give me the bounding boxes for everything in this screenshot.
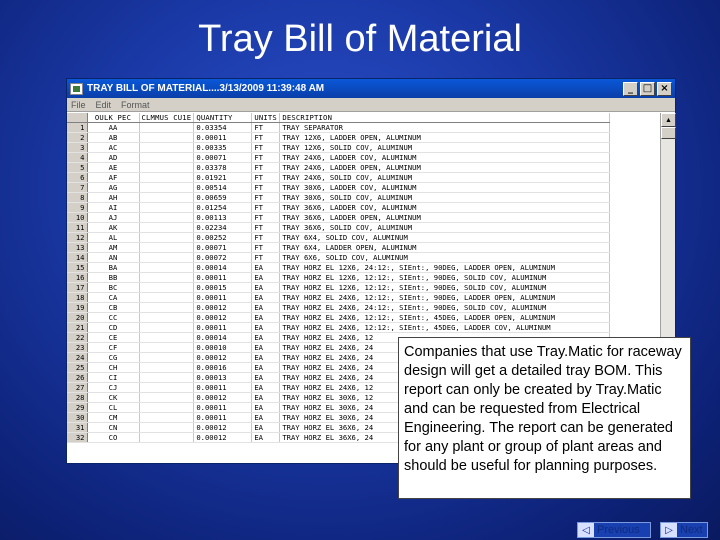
slide-title: Tray Bill of Material bbox=[198, 18, 522, 60]
cell-units[interactable]: FT bbox=[252, 143, 280, 153]
cell-units[interactable]: FT bbox=[252, 203, 280, 213]
cell-units[interactable]: EA bbox=[252, 373, 280, 383]
cell-common-code[interactable] bbox=[139, 263, 194, 273]
cell-quantity[interactable]: 0.00011 bbox=[194, 413, 252, 423]
cell-common-code[interactable] bbox=[139, 193, 194, 203]
cell-description[interactable]: TRAY HORZ EL 24X6, 24 bbox=[280, 343, 610, 353]
cell-units[interactable]: FT bbox=[252, 173, 280, 183]
cell-code[interactable]: CJ bbox=[87, 383, 139, 393]
cell-code[interactable]: AF bbox=[87, 173, 139, 183]
cell-quantity[interactable]: 0.03354 bbox=[194, 123, 252, 133]
cell-code[interactable]: CG bbox=[87, 353, 139, 363]
next-label: Next bbox=[680, 524, 703, 536]
cell-code[interactable]: CO bbox=[87, 433, 139, 443]
cell-quantity[interactable]: 0.00335 bbox=[194, 143, 252, 153]
cell-common-code[interactable] bbox=[139, 433, 194, 443]
cell-quantity[interactable]: 0.00659 bbox=[194, 193, 252, 203]
cell-units[interactable]: FT bbox=[252, 163, 280, 173]
cell-units[interactable]: EA bbox=[252, 323, 280, 333]
cell-description[interactable]: TRAY HORZ EL 24X6, 12:12:, SIEnt:, 45DEG, LADDER COV, ALUMINUM bbox=[280, 323, 610, 333]
cell-quantity[interactable]: 0.00012 bbox=[194, 303, 252, 313]
cell-units[interactable]: EA bbox=[252, 273, 280, 283]
table-row[interactable] bbox=[67, 123, 610, 133]
row-number[interactable]: 27 bbox=[67, 383, 87, 393]
cell-description[interactable]: TRAY HORZ EL 24X6, 12 bbox=[280, 383, 610, 393]
scroll-thumb[interactable] bbox=[661, 127, 676, 139]
cell-code[interactable]: CF bbox=[87, 343, 139, 353]
column-header[interactable]: UNITS bbox=[252, 113, 280, 123]
cell-common-code[interactable] bbox=[139, 423, 194, 433]
cell-description[interactable]: TRAY 24X6, LADDER OPEN, ALUMINUM bbox=[280, 163, 610, 173]
cell-common-code[interactable] bbox=[139, 233, 194, 243]
cell-units[interactable]: EA bbox=[252, 283, 280, 293]
cell-description[interactable]: TRAY HORZ EL 30X6, 24 bbox=[280, 413, 610, 423]
previous-label: Previous bbox=[597, 524, 640, 536]
cell-code[interactable]: CL bbox=[87, 403, 139, 413]
cell-description[interactable]: TRAY HORZ EL 24X6, 24 bbox=[280, 363, 610, 373]
cell-description[interactable]: TRAY 6X6, SOLID COV, ALUMINUM bbox=[280, 253, 610, 263]
cell-quantity[interactable]: 0.03378 bbox=[194, 163, 252, 173]
cell-common-code[interactable] bbox=[139, 243, 194, 253]
cell-quantity[interactable]: 0.00113 bbox=[194, 213, 252, 223]
cell-code[interactable]: AM bbox=[87, 243, 139, 253]
cell-code[interactable]: AL bbox=[87, 233, 139, 243]
cell-common-code[interactable] bbox=[139, 213, 194, 223]
cell-quantity[interactable]: 0.00012 bbox=[194, 353, 252, 363]
description-callout: Companies that use Tray.Matic for raceway design will get a detailed tray BOM. This report can only be created by Tray.Matic and can be requested from Electrical Engineering. The report can be generated for any plant or group of plant areas and should be useful for planning purposes. bbox=[398, 337, 691, 499]
row-number[interactable]: 5 bbox=[67, 163, 87, 173]
cell-quantity[interactable]: 0.00514 bbox=[194, 183, 252, 193]
app-icon bbox=[70, 83, 83, 95]
cell-common-code[interactable] bbox=[139, 123, 194, 133]
cell-code[interactable]: CK bbox=[87, 393, 139, 403]
previous-arrow-icon: ◁ bbox=[578, 523, 594, 537]
cell-common-code[interactable] bbox=[139, 273, 194, 283]
cell-code[interactable]: AK bbox=[87, 223, 139, 233]
next-button[interactable] bbox=[660, 522, 708, 538]
row-number[interactable]: 6 bbox=[67, 173, 87, 183]
table-row[interactable] bbox=[67, 263, 610, 273]
cell-code[interactable]: AA bbox=[87, 123, 139, 133]
cell-quantity[interactable]: 0.00012 bbox=[194, 313, 252, 323]
row-number[interactable]: 25 bbox=[67, 363, 87, 373]
row-number[interactable]: 9 bbox=[67, 203, 87, 213]
column-header[interactable]: CLMMUS CU1E bbox=[139, 113, 194, 123]
cell-description[interactable]: TRAY HORZ EL 24X6, 24 bbox=[280, 353, 610, 363]
cell-common-code[interactable] bbox=[139, 313, 194, 323]
cell-quantity[interactable]: 0.00011 bbox=[194, 383, 252, 393]
cell-common-code[interactable] bbox=[139, 143, 194, 153]
cell-units[interactable]: FT bbox=[252, 213, 280, 223]
cell-description[interactable]: TRAY HORZ EL 24X6, 12:12:, SIEnt:, 45DEG, LADDER OPEN, ALUMINUM bbox=[280, 313, 610, 323]
cell-units[interactable]: EA bbox=[252, 413, 280, 423]
row-number[interactable]: 23 bbox=[67, 343, 87, 353]
cell-description[interactable]: TRAY 36X6, LADDER COV, ALUMINUM bbox=[280, 203, 610, 213]
cell-quantity[interactable]: 0.00252 bbox=[194, 233, 252, 243]
menu-format[interactable]: Format bbox=[121, 99, 150, 110]
cell-code[interactable]: AN bbox=[87, 253, 139, 263]
table-row[interactable] bbox=[67, 203, 610, 213]
cell-code[interactable]: CM bbox=[87, 413, 139, 423]
row-number[interactable]: 15 bbox=[67, 263, 87, 273]
cell-units[interactable]: FT bbox=[252, 153, 280, 163]
row-number[interactable]: 17 bbox=[67, 283, 87, 293]
cell-units[interactable]: FT bbox=[252, 123, 280, 133]
cell-common-code[interactable] bbox=[139, 133, 194, 143]
cell-units[interactable]: EA bbox=[252, 313, 280, 323]
cell-code[interactable]: AJ bbox=[87, 213, 139, 223]
table-row[interactable] bbox=[67, 153, 610, 163]
minimize-button[interactable]: _ bbox=[623, 82, 638, 96]
cell-quantity[interactable]: 0.01921 bbox=[194, 173, 252, 183]
row-number[interactable]: 13 bbox=[67, 243, 87, 253]
menubar bbox=[67, 98, 675, 112]
cell-quantity[interactable]: 0.00011 bbox=[194, 323, 252, 333]
cell-common-code[interactable] bbox=[139, 403, 194, 413]
menu-edit[interactable]: Edit bbox=[95, 99, 112, 110]
header-row bbox=[67, 113, 610, 123]
cell-description[interactable]: TRAY HORZ EL 24X6, 24 bbox=[280, 373, 610, 383]
table-row[interactable] bbox=[67, 193, 610, 203]
cell-quantity[interactable]: 0.00016 bbox=[194, 363, 252, 373]
row-number[interactable]: 30 bbox=[67, 413, 87, 423]
menu-file[interactable]: File bbox=[71, 99, 86, 110]
cell-units[interactable]: EA bbox=[252, 303, 280, 313]
table-row[interactable] bbox=[67, 143, 610, 153]
row-number[interactable]: 14 bbox=[67, 253, 87, 263]
cell-description[interactable]: TRAY HORZ EL 36X6, 24 bbox=[280, 423, 610, 433]
cell-description[interactable]: TRAY HORZ EL 36X6, 24 bbox=[280, 433, 610, 443]
cell-code[interactable]: AH bbox=[87, 193, 139, 203]
cell-description[interactable]: TRAY SEPARATOR bbox=[280, 123, 610, 133]
cell-code[interactable]: AD bbox=[87, 153, 139, 163]
row-number[interactable]: 12 bbox=[67, 233, 87, 243]
cell-quantity[interactable]: 0.00011 bbox=[194, 133, 252, 143]
cell-quantity[interactable]: 0.00014 bbox=[194, 263, 252, 273]
cell-common-code[interactable] bbox=[139, 363, 194, 373]
cell-units[interactable]: EA bbox=[252, 403, 280, 413]
cell-description[interactable]: TRAY 6X4, SOLID COV, ALUMINUM bbox=[280, 233, 610, 243]
cell-description[interactable]: TRAY 6X4, LADDER OPEN, ALUMINUM bbox=[280, 243, 610, 253]
cell-units[interactable]: EA bbox=[252, 393, 280, 403]
table-row[interactable] bbox=[67, 283, 610, 293]
row-number[interactable]: 2 bbox=[67, 133, 87, 143]
row-number[interactable]: 1 bbox=[67, 123, 87, 133]
table-row[interactable] bbox=[67, 233, 610, 243]
cell-units[interactable]: EA bbox=[252, 423, 280, 433]
cell-code[interactable]: CD bbox=[87, 323, 139, 333]
cell-common-code[interactable] bbox=[139, 183, 194, 193]
close-button[interactable]: × bbox=[657, 82, 672, 96]
cell-common-code[interactable] bbox=[139, 393, 194, 403]
cell-quantity[interactable]: 0.00071 bbox=[194, 153, 252, 163]
cell-description[interactable]: TRAY 30X6, LADDER COV, ALUMINUM bbox=[280, 183, 610, 193]
row-number[interactable]: 3 bbox=[67, 143, 87, 153]
cell-code[interactable]: CH bbox=[87, 363, 139, 373]
table-row[interactable] bbox=[67, 293, 610, 303]
cell-code[interactable]: CI bbox=[87, 373, 139, 383]
table-row[interactable] bbox=[67, 133, 610, 143]
cell-code[interactable]: AC bbox=[87, 143, 139, 153]
cell-code[interactable]: AG bbox=[87, 183, 139, 193]
cell-common-code[interactable] bbox=[139, 203, 194, 213]
table-row[interactable] bbox=[67, 243, 610, 253]
cell-common-code[interactable] bbox=[139, 173, 194, 183]
table-row[interactable] bbox=[67, 173, 610, 183]
cell-code[interactable]: AI bbox=[87, 203, 139, 213]
row-number[interactable]: 20 bbox=[67, 313, 87, 323]
row-number[interactable]: 11 bbox=[67, 223, 87, 233]
cell-units[interactable]: EA bbox=[252, 353, 280, 363]
cell-quantity[interactable]: 0.00011 bbox=[194, 273, 252, 283]
cell-description[interactable]: TRAY 12X6, LADDER OPEN, ALUMINUM bbox=[280, 133, 610, 143]
table-row[interactable] bbox=[67, 313, 610, 323]
cell-quantity[interactable]: 0.00012 bbox=[194, 423, 252, 433]
row-number[interactable]: 32 bbox=[67, 433, 87, 443]
column-header[interactable]: QUANTITY bbox=[194, 113, 252, 123]
cell-units[interactable]: EA bbox=[252, 293, 280, 303]
row-number[interactable]: 24 bbox=[67, 353, 87, 363]
cell-description[interactable]: TRAY HORZ EL 24X6, 24:12:, SIEnt:, 90DEG, SOLID COV, ALUMINUM bbox=[280, 303, 610, 313]
table-row[interactable] bbox=[67, 253, 610, 263]
cell-units[interactable]: FT bbox=[252, 133, 280, 143]
cell-description[interactable]: TRAY 24X6, LADDER COV, ALUMINUM bbox=[280, 153, 610, 163]
cell-description[interactable]: TRAY HORZ EL 30X6, 24 bbox=[280, 403, 610, 413]
row-number[interactable]: 16 bbox=[67, 273, 87, 283]
window-title: TRAY BILL OF MATERIAL....3/13/2009 11:39:48 AM bbox=[87, 83, 325, 94]
cell-common-code[interactable] bbox=[139, 343, 194, 353]
cell-common-code[interactable] bbox=[139, 383, 194, 393]
cell-code[interactable]: AE bbox=[87, 163, 139, 173]
cell-units[interactable]: FT bbox=[252, 243, 280, 253]
row-number[interactable]: 4 bbox=[67, 153, 87, 163]
table-row[interactable] bbox=[67, 273, 610, 283]
cell-description[interactable]: TRAY HORZ EL 12X6, 12:12:, SIEnt:, 90DEG, SOLID COV, ALUMINUM bbox=[280, 283, 610, 293]
table-row[interactable] bbox=[67, 223, 610, 233]
cell-quantity[interactable]: 0.00012 bbox=[194, 433, 252, 443]
cell-quantity[interactable]: 0.02234 bbox=[194, 223, 252, 233]
corner-cell[interactable] bbox=[67, 113, 87, 123]
cell-units[interactable]: EA bbox=[252, 363, 280, 373]
column-header[interactable]: OULK PEC bbox=[87, 113, 139, 123]
cell-common-code[interactable] bbox=[139, 303, 194, 313]
cell-quantity[interactable]: 0.00010 bbox=[194, 343, 252, 353]
row-number[interactable]: 18 bbox=[67, 293, 87, 303]
row-number[interactable]: 31 bbox=[67, 423, 87, 433]
table-row[interactable] bbox=[67, 323, 610, 333]
cell-quantity[interactable]: 0.00011 bbox=[194, 403, 252, 413]
cell-description[interactable]: TRAY HORZ EL 24X6, 12:12:, SIEnt:, 90DEG, LADDER OPEN, ALUMINUM bbox=[280, 293, 610, 303]
cell-common-code[interactable] bbox=[139, 283, 194, 293]
column-header[interactable]: DESCRIPTION bbox=[280, 113, 610, 123]
row-number[interactable]: 29 bbox=[67, 403, 87, 413]
cell-code[interactable]: BC bbox=[87, 283, 139, 293]
cell-description[interactable]: TRAY HORZ EL 24X6, 12 bbox=[280, 333, 610, 343]
table-row[interactable] bbox=[67, 303, 610, 313]
cell-code[interactable]: CE bbox=[87, 333, 139, 343]
scroll-up-icon[interactable]: ▲ bbox=[661, 113, 676, 127]
cell-units[interactable]: EA bbox=[252, 343, 280, 353]
row-number[interactable]: 28 bbox=[67, 393, 87, 403]
row-number[interactable]: 19 bbox=[67, 303, 87, 313]
cell-quantity[interactable]: 0.00015 bbox=[194, 283, 252, 293]
cell-common-code[interactable] bbox=[139, 253, 194, 263]
cell-code[interactable]: CA bbox=[87, 293, 139, 303]
cell-units[interactable]: FT bbox=[252, 253, 280, 263]
cell-description[interactable]: TRAY HORZ EL 30X6, 12 bbox=[280, 393, 610, 403]
maximize-button[interactable]: □ bbox=[640, 82, 655, 96]
cell-quantity[interactable]: 0.00071 bbox=[194, 243, 252, 253]
cell-description[interactable]: TRAY HORZ EL 12X6, 12:12:, SIEnt:, 90DEG, SOLID COV, ALUMINUM bbox=[280, 273, 610, 283]
cell-code[interactable]: CC bbox=[87, 313, 139, 323]
cell-units[interactable]: FT bbox=[252, 193, 280, 203]
cell-common-code[interactable] bbox=[139, 333, 194, 343]
cell-common-code[interactable] bbox=[139, 413, 194, 423]
cell-code[interactable]: BB bbox=[87, 273, 139, 283]
cell-quantity[interactable]: 0.00011 bbox=[194, 293, 252, 303]
previous-button[interactable] bbox=[577, 522, 651, 538]
row-number[interactable]: 26 bbox=[67, 373, 87, 383]
cell-common-code[interactable] bbox=[139, 353, 194, 363]
table-row[interactable] bbox=[67, 163, 610, 173]
cell-quantity[interactable]: 0.00072 bbox=[194, 253, 252, 263]
row-number[interactable]: 10 bbox=[67, 213, 87, 223]
cell-units[interactable]: EA bbox=[252, 433, 280, 443]
cell-description[interactable]: TRAY 30X6, SOLID COV, ALUMINUM bbox=[280, 193, 610, 203]
cell-quantity[interactable]: 0.01254 bbox=[194, 203, 252, 213]
cell-code[interactable]: AB bbox=[87, 133, 139, 143]
cell-common-code[interactable] bbox=[139, 223, 194, 233]
cell-units[interactable]: EA bbox=[252, 263, 280, 273]
cell-description[interactable]: TRAY 36X6, LADDER OPEN, ALUMINUM bbox=[280, 213, 610, 223]
cell-units[interactable]: FT bbox=[252, 183, 280, 193]
cell-common-code[interactable] bbox=[139, 163, 194, 173]
cell-description[interactable]: TRAY 24X6, SOLID COV, ALUMINUM bbox=[280, 173, 610, 183]
next-arrow-icon: ▷ bbox=[661, 523, 677, 537]
cell-units[interactable]: EA bbox=[252, 383, 280, 393]
cell-units[interactable]: FT bbox=[252, 233, 280, 243]
row-number[interactable]: 22 bbox=[67, 333, 87, 343]
cell-common-code[interactable] bbox=[139, 153, 194, 163]
cell-units[interactable]: EA bbox=[252, 333, 280, 343]
cell-quantity[interactable]: 0.00013 bbox=[194, 373, 252, 383]
row-number[interactable]: 7 bbox=[67, 183, 87, 193]
cell-units[interactable]: FT bbox=[252, 223, 280, 233]
cell-common-code[interactable] bbox=[139, 293, 194, 303]
cell-description[interactable]: TRAY 36X6, SOLID COV, ALUMINUM bbox=[280, 223, 610, 233]
cell-description[interactable]: TRAY 12X6, SOLID COV, ALUMINUM bbox=[280, 143, 610, 153]
cell-description[interactable]: TRAY HORZ EL 12X6, 24:12:, SIEnt:, 90DEG, LADDER OPEN, ALUMINUM bbox=[280, 263, 610, 273]
row-number[interactable]: 8 bbox=[67, 193, 87, 203]
cell-quantity[interactable]: 0.00012 bbox=[194, 393, 252, 403]
table-row[interactable] bbox=[67, 183, 610, 193]
cell-common-code[interactable] bbox=[139, 373, 194, 383]
cell-code[interactable]: CB bbox=[87, 303, 139, 313]
table-row[interactable] bbox=[67, 213, 610, 223]
cell-quantity[interactable]: 0.00014 bbox=[194, 333, 252, 343]
cell-code[interactable]: CN bbox=[87, 423, 139, 433]
window-titlebar[interactable] bbox=[67, 79, 675, 98]
cell-code[interactable]: BA bbox=[87, 263, 139, 273]
row-number[interactable]: 21 bbox=[67, 323, 87, 333]
cell-common-code[interactable] bbox=[139, 323, 194, 333]
